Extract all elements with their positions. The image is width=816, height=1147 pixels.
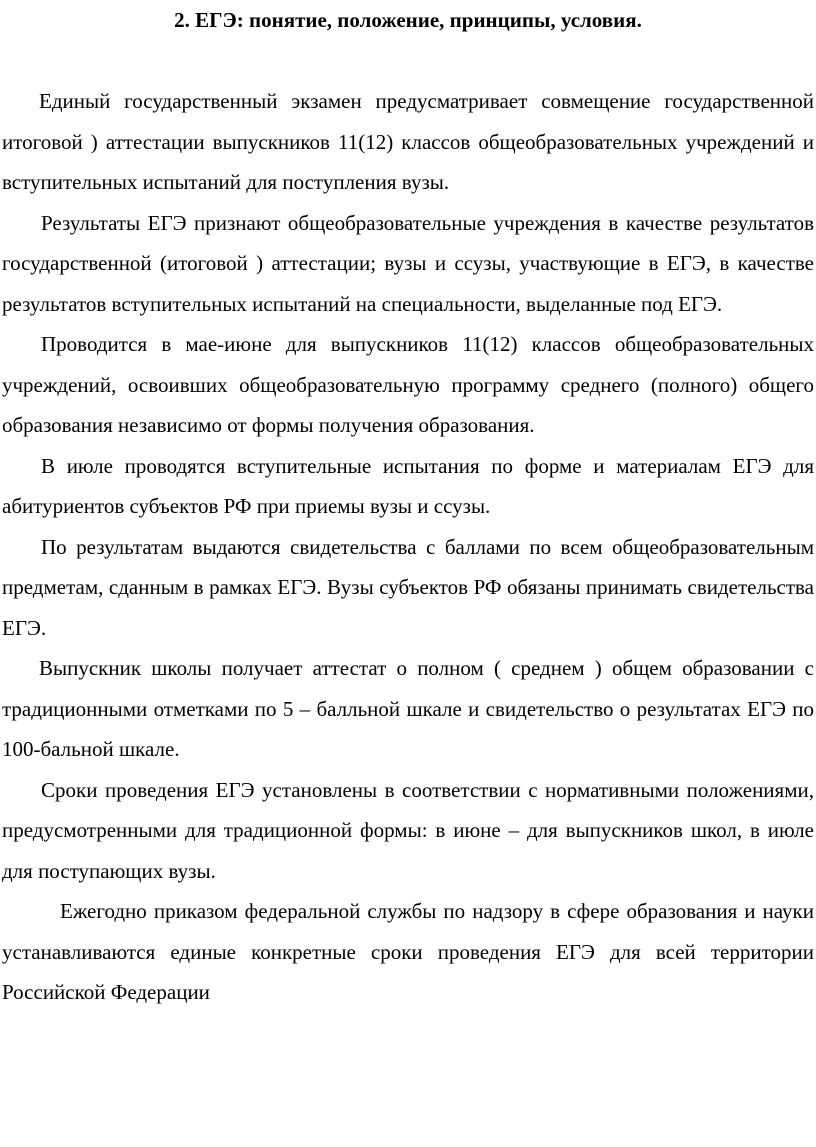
paragraph-6: Выпускник школы получает аттестат о полном ( среднем ) общем образовании с традиционными отметками по 5 – балльной шкале и свидетельство о результатах ЕГЭ по 100-бальной шкале.: [2, 656, 814, 761]
paragraph-8: Ежегодно приказом федеральной службы по надзору в сфере образования и науки устанавливаются единые конкретные сроки проведения ЕГЭ для всей территории Российской Федерации: [2, 899, 814, 1004]
title-gap: [2, 34, 814, 81]
paragraph-4: В июле проводятся вступительные испытания по форме и материалам ЕГЭ для абитуриентов субъектов РФ при приемы вузы и ссузы.: [2, 453, 814, 518]
document-title: 2. ЕГЭ: понятие, положение, принципы, условия.: [174, 8, 642, 32]
paragraph-2: Результаты ЕГЭ признают общеобразовательные учреждения в качестве результатов государственной (итоговой ) аттестации; вузы и ссузы, участвующие в ЕГЭ, в качестве результатов вступительных испытаний на специальности, выделанные под ЕГЭ.: [2, 210, 814, 316]
paragraph-5: По результатам выдаются свидетельства с баллами по всем общеобразовательным предметам, сданным в рамках ЕГЭ. Вузы субъектов РФ обязаны принимать свидетельства ЕГЭ.: [2, 534, 814, 640]
paragraph-7: Сроки проведения ЕГЭ установлены в соответствии с нормативными положениями, предусмотренными для традиционной формы: в июне – для выпускников школ, в июле для поступающих вузы.: [2, 777, 814, 883]
paragraph-3: Проводится в мае-июне для выпускников 11(12) классов общеобразовательных учреждений, освоивших общеобразовательную программу среднего (полного) общего образования независимо от формы получения образования.: [2, 332, 814, 437]
paragraph-1: Единый государственный экзамен предусматривает совмещение государственной итоговой ) аттестации выпускников 11(12) классов общеобразовательных учреждений и вступительных испытаний для поступления вузы.: [2, 89, 814, 194]
